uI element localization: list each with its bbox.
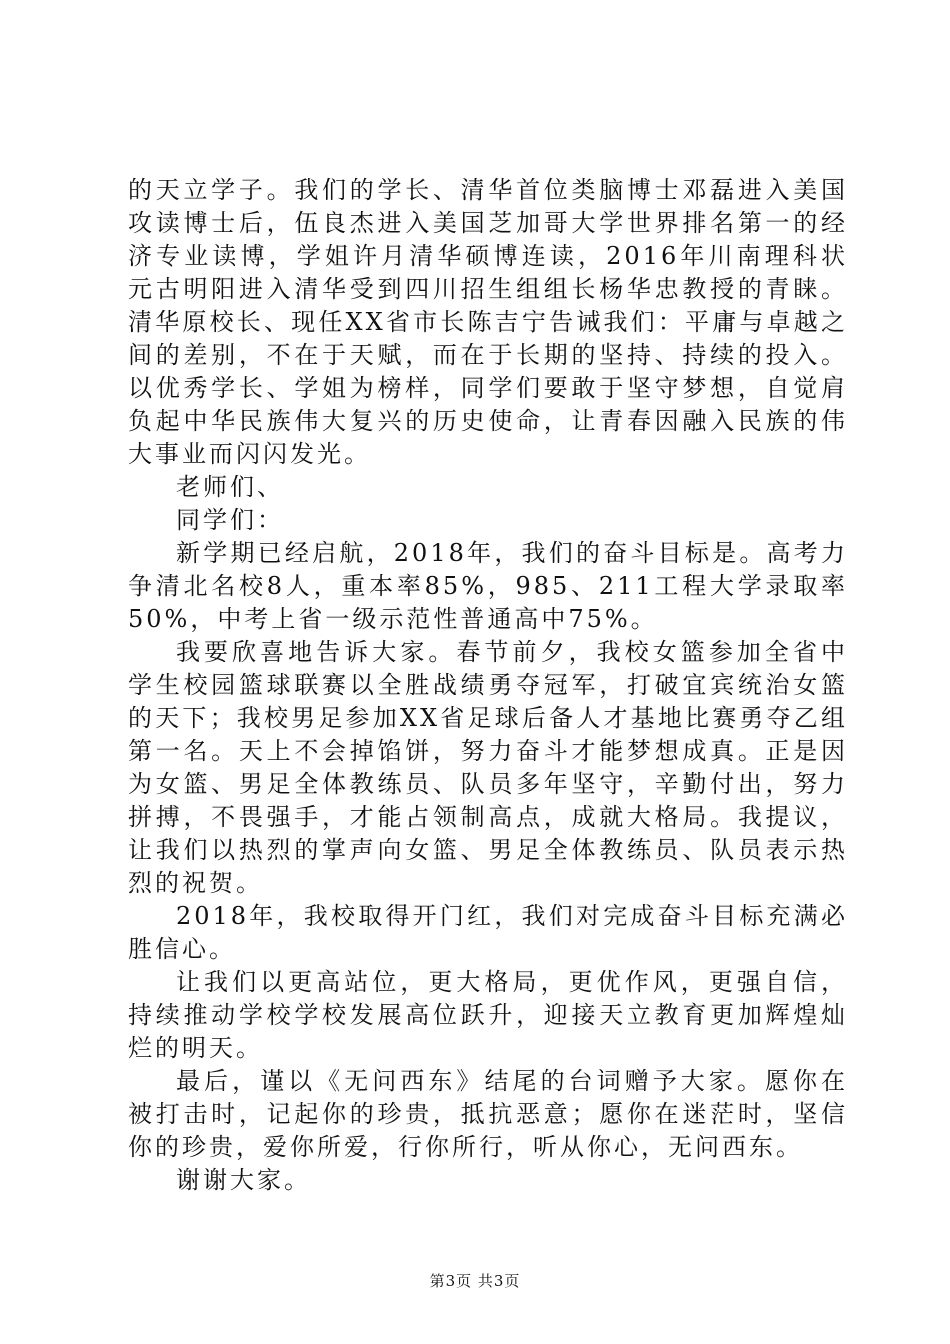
paragraph-sports-news: 我要欣喜地告诉大家。春节前夕，我校女篮参加全省中学生校园篮球联赛以全胜战绩勇夺冠军，打破宜宾统治女篮的天下；我校男足参加XX省足球后备人才基地比赛勇夺乙组第一名。天上不会掉馅饼，努力奋斗才能梦想成真。正是因为女篮、男足全体教练员、队员多年坚守，辛勤付出，努力拼搏，不畏强手，才能占领制高点，成就大格局。我提议，让我们以热烈的掌声向女篮、男足全体教练员、队员表示热烈的祝贺。: [128, 638, 848, 897]
paragraph-confidence: 2018年，我校取得开门红，我们对完成奋斗目标充满必胜信心。: [128, 902, 848, 963]
paragraph-closing-quote: 最后，谨以《无问西东》结尾的台词赠予大家。愿你在被打击时，记起你的珍贵，抵抗恶意；愿你在迷茫时，坚信你的珍贵，爱你所爱，行你所行，听从你心，无问西东。: [128, 1067, 848, 1161]
paragraph-continuation: 的天立学子。我们的学长、清华首位类脑博士邓磊进入美国攻读博士后，伍良杰进入美国芝加哥大学世界排名第一的经济专业读博，学姐许月清华硕博连读，2016年川南理科状元古明阳进入清华受到四川招生组组长杨华忠教授的青睐。清华原校长、现任XX省市长陈吉宁告诫我们：平庸与卓越之间的差别，不在于天赋，而在于长期的坚持、持续的投入。以优秀学长、学姐为榜样，同学们要敢于坚守梦想，自觉肩负起中华民族伟大复兴的历史使命，让青春因融入民族的伟大事业而闪闪发光。: [128, 176, 848, 468]
salutation-students: 同学们：: [176, 506, 284, 534]
paragraph-outlook: 让我们以更高站位，更大格局，更优作风，更强自信，持续推动学校学校发展高位跃升，迎接天立教育更加辉煌灿烂的明天。: [128, 968, 848, 1062]
document-body: [128, 174, 848, 1197]
paragraph-goals: 新学期已经启航，2018年，我们的奋斗目标是。高考力争清北名校8人，重本率85%，985、211工程大学录取率50%，中考上省一级示范性普通高中75%。: [128, 539, 848, 633]
page-number-footer: 第3页 共3页: [429, 1272, 521, 1290]
salutation-teachers: 老师们、: [176, 473, 284, 501]
paragraph-thanks: 谢谢大家。: [176, 1166, 311, 1194]
